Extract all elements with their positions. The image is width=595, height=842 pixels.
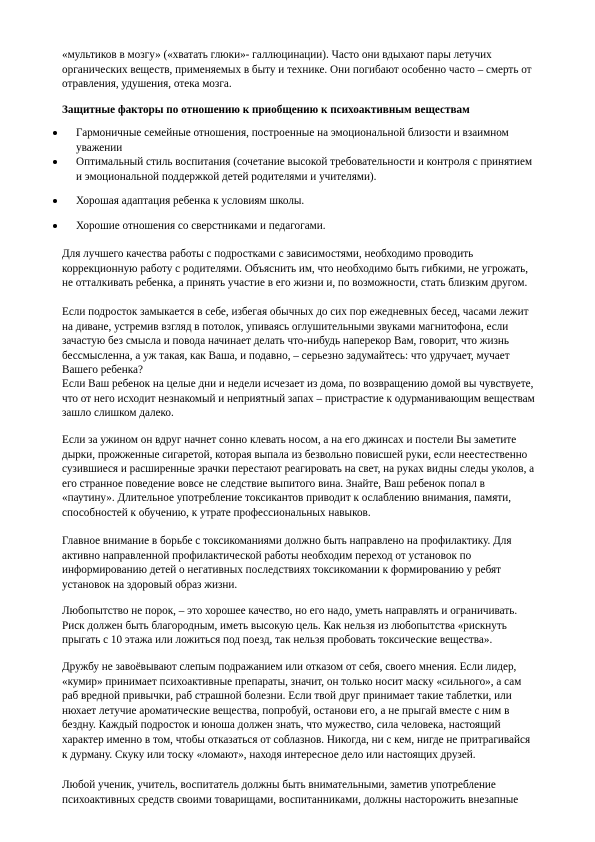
body-paragraph: Если подросток замыкается в себе, избегая обычных до сих пор ежедневных бесед, часами лежит на диване, устремив взгляд в потолок, упиваясь оглушительными звуками магнитофона, если зачастую без смысла и повода начинает делать что-нибудь наперекор Вам, говорит, что жизнь бессмысленна, а уж такая, как Ваша, и подавно, – серьезно задумайтесь: что удручает, мучает Вашего ребенка? [62,306,529,377]
intro-paragraph: «мультиков в мозгу» («хватать глюки»- галлюцинации). Часто они вдыхают пары летучих органических веществ, применяемых в быту и технике. Они погибают особенно часто – смерть от отравления, удушения, отека мозга. [62,49,532,91]
protective-factors-heading: Защитные факторы по отношению к приобщению к психоактивным веществам [62,104,470,116]
body-paragraph: Для лучшего качества работы с подростками с зависимостями, необходимо проводить коррекционную работу с родителями. Объяснить им, что необходимо быть гибкими, не угрожать, не отталкивать ребенка, а принять участие в его жизни и, по возможности, стать близким другом. [62,248,529,290]
protective-factors-list [62,126,538,234]
body-paragraph: Любой ученик, учитель, воспитатель должны быть внимательными, заметив употребление психоактивных средств своими товарищами, воспитанниками, должны насторожить внезапные [62,779,519,806]
body-paragraph: Главное внимание в борьбе с токсикоманиями должно быть направлено на профилактику. Для активно направленной профилактической работы необходим переход от установок по информированию детей о негативных последствиях токсикомании к формированию у ребят установок на здоровый образ жизни. [62,535,512,591]
list-item: Хорошие отношения со сверстниками и педагогами. [62,219,538,234]
body-paragraph: Если Ваш ребенок на целые дни и недели исчезает из дома, по возвращению домой вы чувствуете, что от него исходит незнакомый и неприятный запах – пристрастие к одурманивающим веществам зашло слишком далеко. [62,378,535,420]
list-item: Гармоничные семейные отношения, построенные на эмоциональной близости и взаимном уважении [62,126,538,155]
body-paragraph: Любопытство не порок, – это хорошее качество, но его надо, уметь направлять и ограничивать. Риск должен быть благородным, иметь высокую цель. Как нельзя из любопытства «рискнуть прыгать с 10 этажа или ложиться под поезд, так нельзя пробовать токсические вещества». [62,605,518,647]
body-paragraph: Дружбу не завоёвывают слепым подражанием или отказом от себя, своего мнения. Если лидер, «кумир» принимает психоактивные препараты, значит, он только носит маску «сильного», а сам раб вредной привычки, раб страшной болезни. Если твой друг принимает такие таблетки, или нюхает летучие ароматические вещества, попробуй, останови его, а не прыгай вместе с ним в бездну. Каждый подросток и юноша должен знать, что мужество, сила человека, настоящий характер именно в том, чтобы отказаться от соблазнов. Никогда, ни с кем, нигде не притрагивайся к дурману. Скуку или тоску «ломают», находя интересное дело или настоящих друзей. [62,661,531,761]
list-item: Хорошая адаптация ребенка к условиям школы. [62,194,538,209]
list-item: Оптимальный стиль воспитания (сочетание высокой требовательности и контроля с принятием и эмоциональной поддержкой детей родителями и учителями). [62,155,538,184]
body-paragraph: Если за ужином он вдруг начнет сонно клевать носом, а на его джинсах и постели Вы заметите дырки, прожженные сигаретой, которая выпала из безвольно повисшей руки, если неестественно сузившиеся и расширенные зрачки перестают реагировать на свет, на руках видны следы уколов, а его странное поведение вовсе не следствие выпитого вина. Знайте, Ваш ребенок попал в «паутину». Длительное употребление токсикантов приводит к ослаблению внимания, памяти, способностей к обучению, к утрате профессиональных навыков. [62,434,535,519]
